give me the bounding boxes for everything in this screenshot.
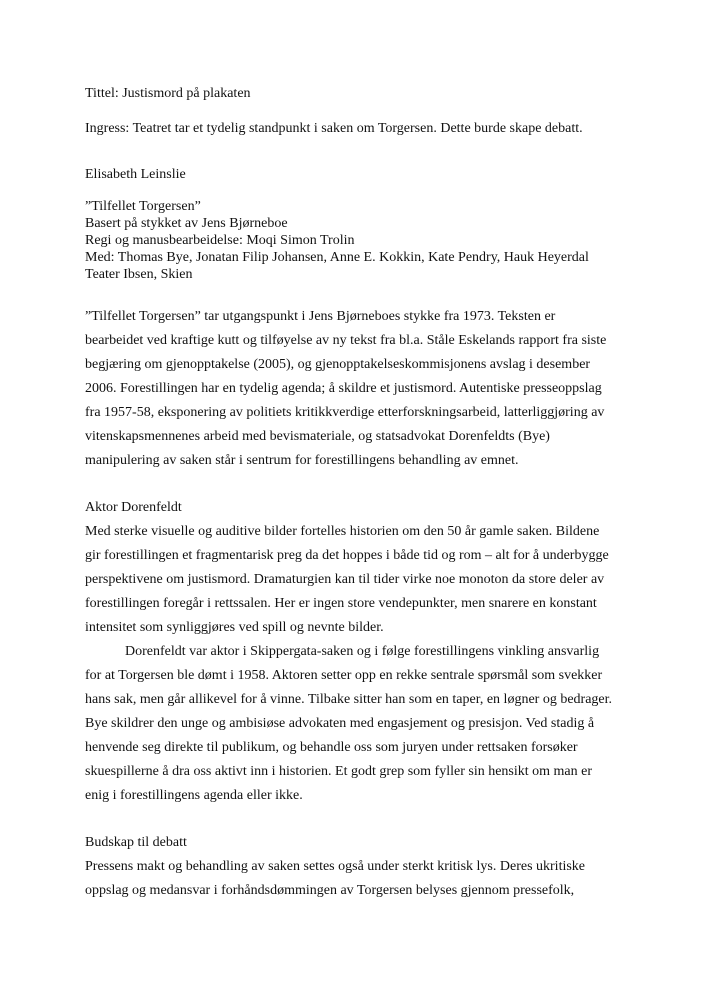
- text-line: henvende seg direkte til publikum, og behandle oss som juryen under rettsaken forsøker: [85, 740, 578, 755]
- section-heading: Aktor Dorenfeldt: [85, 500, 182, 515]
- text-line: bearbeidet ved kraftige kutt og tilføyelse av ny tekst fra bl.a. Ståle Eskelands rapport fra siste: [85, 333, 607, 348]
- text-line: Dorenfeldt var aktor i Skippergata-saken og i følge forestillingens vinkling ansvarlig: [125, 644, 600, 659]
- text-line: gir forestillingen et fragmentarisk preg da det hoppes i både tid og rom – alt for å underbygge: [85, 548, 609, 563]
- ingress: Ingress: Teatret tar et tydelig standpunkt i saken om Torgersen. Dette burde skape debatt.: [85, 121, 583, 136]
- credits-line: ”Tilfellet Torgersen”: [85, 199, 201, 214]
- text-line: Pressens makt og behandling av saken settes også under sterkt kritisk lys. Deres ukritiske: [85, 859, 586, 874]
- text-line: perspektivene om justismord. Dramaturgien kan til tider virke noe monoton da store deler av: [85, 572, 605, 587]
- text-line: hans sak, men går allikevel for å vinne. Tilbake sitter han som en taper, en løgner og bedrager.: [85, 692, 613, 707]
- text-line: begjæring om gjenopptakelse (2005), og gjenopptakelseskommisjonens avslag i desember: [85, 357, 591, 372]
- credits-line: Med: Thomas Bye, Jonatan Filip Johansen, Anne E. Kokkin, Kate Pendry, Hauk Heyerdal: [85, 250, 589, 265]
- text-line: ”Tilfellet Torgersen” tar utgangspunkt i Jens Bjørneboes stykke fra 1973. Teksten er: [85, 309, 556, 324]
- credits-block: [85, 198, 589, 283]
- document-title: Tittel: Justismord på plakaten: [85, 86, 251, 101]
- text-line: enig i forestillingens agenda eller ikke.: [85, 788, 303, 803]
- text-line: 2006. Forestillingen har en tydelig agenda; å skildre et justismord. Autentiske presseoppslag: [85, 381, 602, 396]
- author: Elisabeth Leinslie: [85, 167, 186, 182]
- section-heading: Budskap til debatt: [85, 835, 187, 850]
- credits-line: Teater Ibsen, Skien: [85, 267, 193, 282]
- text-line: skuespillerne å dra oss aktivt inn i historien. Et godt grep som fyller sin hensikt om man er: [85, 764, 593, 779]
- paragraph: [85, 520, 612, 640]
- text-line: oppslag og medansvar i forhåndsdømmingen av Torgersen belyses gjennom pressefolk,: [85, 883, 575, 898]
- text-line: vitenskapsmennenes arbeid med bevismateriale, og statsadvokat Dorenfeldts (Bye): [85, 429, 550, 444]
- text-line: Bye skildrer den unge og ambisiøse advokaten med engasjement og presisjon. Ved stadig å: [85, 716, 595, 731]
- text-line: forestillingen foregår i rettssalen. Her er ingen store vendepunkter, men snarere en konstant: [85, 596, 597, 611]
- text-line: fra 1957-58, eksponering av politiets kritikkverdige etterforskningsarbeid, latterliggjøring av: [85, 405, 605, 420]
- paragraph: [85, 640, 612, 808]
- credits-line: Regi og manusbearbeidelse: Moqi Simon Trolin: [85, 233, 355, 248]
- text-line: Med sterke visuelle og auditive bilder fortelles historien om den 50 år gamle saken. Bildene: [85, 524, 600, 539]
- paragraph: [85, 855, 612, 903]
- text-line: manipulering av saken står i sentrum for forestillingens behandling av emnet.: [85, 453, 519, 468]
- text-line: intensitet som synliggjøres ved spill og nevnte bilder.: [85, 620, 384, 635]
- article-body: [85, 305, 612, 903]
- credits-line: Basert på stykket av Jens Bjørneboe: [85, 216, 288, 231]
- text-line: for at Torgersen ble dømt i 1958. Aktoren setter opp en rekke sentrale spørsmål som svekker: [85, 668, 603, 683]
- intro-paragraph: [85, 305, 612, 473]
